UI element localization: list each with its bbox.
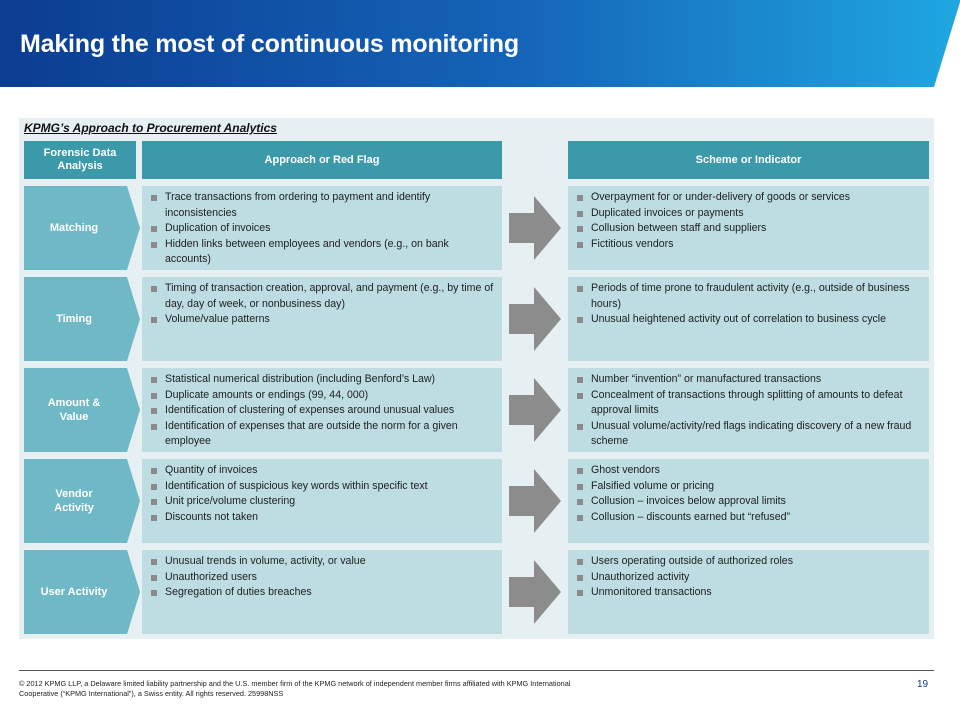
scheme-box-amount-value	[568, 368, 929, 452]
approach-box-amount-value	[142, 368, 502, 452]
square-bullet-icon	[151, 286, 157, 292]
approach-box-user-activity	[142, 550, 502, 634]
square-bullet-icon	[577, 559, 583, 565]
list-item: Number “invention” or manufactured transactions	[574, 372, 923, 388]
list-item: Trace transactions from ordering to payment and identify inconsistencies	[148, 190, 496, 221]
list-item: Identification of clustering of expenses around unusual values	[148, 403, 496, 419]
header-approach-or-red-flag: Approach or Red Flag	[142, 141, 502, 179]
square-bullet-icon	[151, 393, 157, 399]
square-bullet-icon	[151, 484, 157, 490]
square-bullet-icon	[151, 499, 157, 505]
square-bullet-icon	[151, 559, 157, 565]
scheme-box-matching	[568, 186, 929, 270]
panel-title: KPMG’s Approach to Procurement Analytics	[24, 121, 277, 135]
list-item: Volume/value patterns	[148, 312, 496, 328]
header-forensic-data-analysis: Forensic Data Analysis	[24, 141, 136, 179]
content-panel	[19, 118, 934, 639]
list-item: Statistical numerical distribution (including Benford’s Law)	[148, 372, 496, 388]
scheme-box-user-activity	[568, 550, 929, 634]
list-item: Collusion between staff and suppliers	[574, 221, 923, 237]
page-number: 19	[917, 679, 929, 690]
square-bullet-icon	[151, 575, 157, 581]
list-item: Collusion – invoices below approval limits	[574, 494, 923, 510]
list-item: Unauthorized activity	[574, 570, 923, 586]
list-item: Fictitious vendors	[574, 237, 923, 253]
square-bullet-icon	[577, 499, 583, 505]
list-item: Unauthorized users	[148, 570, 496, 586]
list-item: Unusual volume/activity/red flags indicating discovery of a new fraud scheme	[574, 419, 923, 450]
row-label-user-activity: User Activity	[24, 550, 136, 634]
list-item: Hidden links between employees and vendors (e.g., on bank accounts)	[148, 237, 496, 268]
list-item: Duplicated invoices or payments	[574, 206, 923, 222]
right-arrow-icon	[509, 196, 561, 260]
square-bullet-icon	[151, 226, 157, 232]
list-item: Unusual heightened activity out of correlation to business cycle	[574, 312, 923, 328]
list-item: Discounts not taken	[148, 510, 496, 526]
list-item: Concealment of transactions through splitting of amounts to defeat approval limits	[574, 388, 923, 419]
list-item: Identification of suspicious key words within specific text	[148, 479, 496, 495]
row-label-amount-value: Amount & Value	[24, 368, 136, 452]
square-bullet-icon	[577, 393, 583, 399]
list-item: Falsified volume or pricing	[574, 479, 923, 495]
row-label-matching: Matching	[24, 186, 136, 270]
list-item: Unmonitored transactions	[574, 585, 923, 601]
square-bullet-icon	[151, 377, 157, 383]
square-bullet-icon	[151, 408, 157, 414]
list-item: Duplicate amounts or endings (99, 44, 000)	[148, 388, 496, 404]
right-arrow-icon	[509, 560, 561, 624]
list-item: Collusion – discounts earned but “refused”	[574, 510, 923, 526]
approach-box-timing	[142, 277, 502, 361]
square-bullet-icon	[577, 317, 583, 323]
scheme-box-vendor-activity	[568, 459, 929, 543]
square-bullet-icon	[151, 195, 157, 201]
square-bullet-icon	[151, 317, 157, 323]
square-bullet-icon	[151, 468, 157, 474]
row-label-vendor-activity: Vendor Activity	[24, 459, 136, 543]
right-arrow-icon	[509, 287, 561, 351]
title-banner	[0, 0, 960, 87]
footer-divider	[19, 670, 934, 671]
square-bullet-icon	[577, 286, 583, 292]
square-bullet-icon	[577, 377, 583, 383]
square-bullet-icon	[151, 424, 157, 430]
square-bullet-icon	[577, 242, 583, 248]
right-arrow-icon	[509, 378, 561, 442]
list-item: Ghost vendors	[574, 463, 923, 479]
list-item: Identification of expenses that are outside the norm for a given employee	[148, 419, 496, 450]
copyright-footer: © 2012 KPMG LLP, a Delaware limited liability partnership and the U.S. member firm of the KPMG network of independent member firms affiliated with KPMG International Cooperative (“KPMG International”), a Swiss entity. All rights reserved. 25998NSS	[19, 679, 571, 698]
square-bullet-icon	[151, 515, 157, 521]
list-item: Overpayment for or under-delivery of goods or services	[574, 190, 923, 206]
square-bullet-icon	[577, 515, 583, 521]
header-scheme-or-indicator: Scheme or Indicator	[568, 141, 929, 179]
square-bullet-icon	[577, 226, 583, 232]
approach-box-matching	[142, 186, 502, 270]
square-bullet-icon	[577, 590, 583, 596]
approach-box-vendor-activity	[142, 459, 502, 543]
list-item: Quantity of invoices	[148, 463, 496, 479]
right-arrow-icon	[509, 469, 561, 533]
list-item: Users operating outside of authorized roles	[574, 554, 923, 570]
list-item: Timing of transaction creation, approval, and payment (e.g., by time of day, day of week, or nonbusiness day)	[148, 281, 496, 312]
list-item: Duplication of invoices	[148, 221, 496, 237]
square-bullet-icon	[577, 195, 583, 201]
list-item: Periods of time prone to fraudulent activity (e.g., outside of business hours)	[574, 281, 923, 312]
square-bullet-icon	[577, 575, 583, 581]
square-bullet-icon	[577, 211, 583, 217]
square-bullet-icon	[577, 484, 583, 490]
square-bullet-icon	[577, 424, 583, 430]
scheme-box-timing	[568, 277, 929, 361]
list-item: Segregation of duties breaches	[148, 585, 496, 601]
square-bullet-icon	[151, 242, 157, 248]
square-bullet-icon	[577, 468, 583, 474]
list-item: Unusual trends in volume, activity, or value	[148, 554, 496, 570]
page-title: Making the most of continuous monitoring	[20, 30, 519, 58]
list-item: Unit price/volume clustering	[148, 494, 496, 510]
row-label-timing: Timing	[24, 277, 136, 361]
square-bullet-icon	[151, 590, 157, 596]
